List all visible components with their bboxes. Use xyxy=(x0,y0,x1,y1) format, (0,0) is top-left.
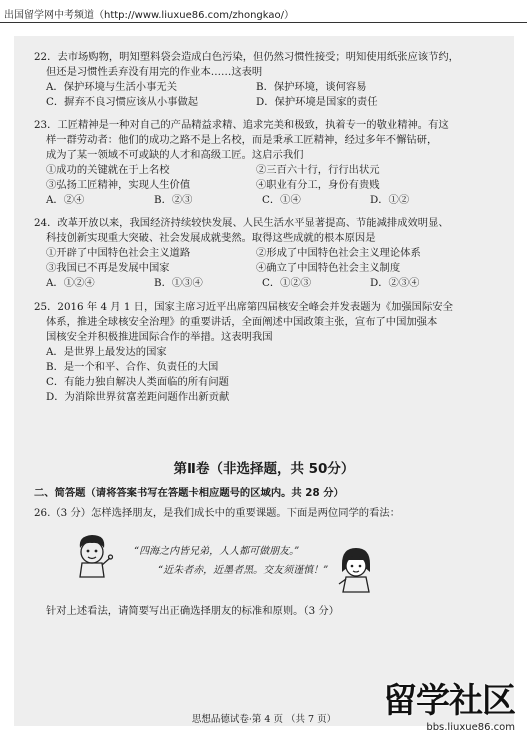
q25-option-b: B．是一个和平、合作、负责任的大国 xyxy=(46,361,219,373)
part-note: （请将答案书写在答题卡相应题号的区域内。共 28 分） xyxy=(85,487,344,499)
q26-ask-text: 针对上述看法，请简要写出正确选择朋友的标准和原则。（3 分） xyxy=(46,605,339,617)
q24-option-d: D．②③④ xyxy=(370,277,420,289)
q23-option-d: D．①② xyxy=(370,194,410,206)
page-header xyxy=(0,0,527,30)
question-24 xyxy=(34,216,478,291)
site-watermark xyxy=(383,673,515,733)
question-25 xyxy=(34,300,453,405)
girl-illustration xyxy=(334,544,378,594)
exam-sheet xyxy=(14,36,514,726)
q23-option-b: B．②③ xyxy=(154,194,193,206)
q25-option-c: C．有能力独自解决人类面临的所有问题 xyxy=(46,376,229,388)
header-source-text: 出国留学网中考频道（http://www.liuxue86.com/zhongkao/） xyxy=(4,10,294,21)
question-26-ask xyxy=(34,604,339,619)
header-rule xyxy=(0,22,527,23)
q22-stem-line2: 但还是习惯性丢弃没有用完的作业本……这表明 xyxy=(46,66,263,78)
q24-item-3: ③我国已不再是发展中国家 xyxy=(46,262,170,274)
boy-illustration xyxy=(70,532,114,578)
q24-item-2: ②形成了中国特色社会主义理论体系 xyxy=(256,247,421,259)
q23-items-row2 xyxy=(34,178,478,193)
q23-stem-line1: 23．工匠精神是一种对自己的产品精益求精、追求完美和极致，执着专一的敬业精神。有这 xyxy=(34,119,449,131)
q25-option-a: A．是世界上最发达的国家 xyxy=(46,346,167,358)
q22-option-a: A．保护环境与生活小事无关 xyxy=(46,81,177,93)
q23-item-3: ③弘扬工匠精神，实现人生价值 xyxy=(46,179,191,191)
watermark-text: 留学社区 xyxy=(383,681,515,721)
q24-options xyxy=(34,276,478,291)
q24-option-a: A．①②④ xyxy=(46,277,95,289)
q24-option-b: B．①③④ xyxy=(154,277,203,289)
question-23 xyxy=(34,118,478,208)
q22-option-d: D．保护环境是国家的责任 xyxy=(256,96,378,108)
q24-items-row1 xyxy=(34,246,478,261)
q24-item-1: ①开辟了中国特色社会主义道路 xyxy=(46,247,191,259)
part-label: 二、简答题 xyxy=(34,487,86,499)
q23-options xyxy=(34,193,478,208)
q25-stem-line3: 国核安全并积极推进国际合作的举措。这表明我国 xyxy=(46,331,273,343)
q23-item-2: ②三百六十行，行行出状元 xyxy=(256,164,380,176)
q24-stem-line2: 科技创新实现重大突破、社会发展成就斐然。取得这些成就的根本原因是 xyxy=(46,232,376,244)
q23-stem-line2: 样一群劳动者：他们的成功之路不是上名校，而是秉承工匠精神，经过多年不懈钻研， xyxy=(46,134,438,146)
question-22 xyxy=(34,50,466,110)
q24-option-c: C．①②③ xyxy=(262,277,312,289)
page-footer: 思想品德试卷·第 4 页 （共 7 页） xyxy=(191,714,337,725)
q24-items-row2 xyxy=(34,261,478,276)
question-26-stem: 26.（3 分）怎样选择朋友，是我们成长中的重要课题。下面是两位同学的看法： xyxy=(34,507,400,519)
q25-stem-line1: 25．2016 年 4 月 1 日，国家主席习近平出席第四届核安全峰会并发表题为《加强国际安全 xyxy=(34,301,453,313)
q25-option-d: D．为消除世界贫富差距问题作出新贡献 xyxy=(46,391,230,403)
quote-1: “四海之内皆兄弟，人人都可做朋友。” xyxy=(134,546,300,557)
section-2-part-heading xyxy=(34,486,344,501)
quote-2: “近朱者赤，近墨者黑。交友须谨慎！” xyxy=(158,565,329,576)
q23-option-a: A．②④ xyxy=(46,194,85,206)
q22-stem-line1: 22．去市场购物，明知塑料袋会造成白色污染，但仍然习惯性接受；明知使用纸张应该节约， xyxy=(34,51,459,63)
q22-options-row2 xyxy=(34,95,466,110)
section-2-title: 第Ⅱ卷（非选择题，共 50分） xyxy=(173,461,355,477)
q23-item-1: ①成功的关键就在于上名校 xyxy=(46,164,170,176)
q23-item-4: ④职业有分工，身份有贵贱 xyxy=(256,179,380,191)
q22-option-b: B．保护环境，谈何容易 xyxy=(256,81,367,93)
q23-stem-line3: 成为了某一领域不可或缺的人才和高级工匠。这启示我们 xyxy=(46,149,304,161)
watermark-url: bbs.liuxue86.com xyxy=(426,722,515,733)
q24-item-4: ④确立了中国特色社会主义制度 xyxy=(256,262,401,274)
q23-items-row1 xyxy=(34,163,478,178)
q24-stem-line1: 24．改革开放以来，我国经济持续较快发展、人民生活水平显著提高、节能减排成效明显、 xyxy=(34,217,449,229)
q22-options-row1 xyxy=(34,80,466,95)
q23-option-c: C．①④ xyxy=(262,194,301,206)
q22-option-c: C．摒弃不良习惯应该从小事做起 xyxy=(46,96,199,108)
q25-stem-line2: 体系，推进全球核安全治理》的重要讲话，全面阐述中国政策主张，宣布了中国加强本 xyxy=(46,316,438,328)
